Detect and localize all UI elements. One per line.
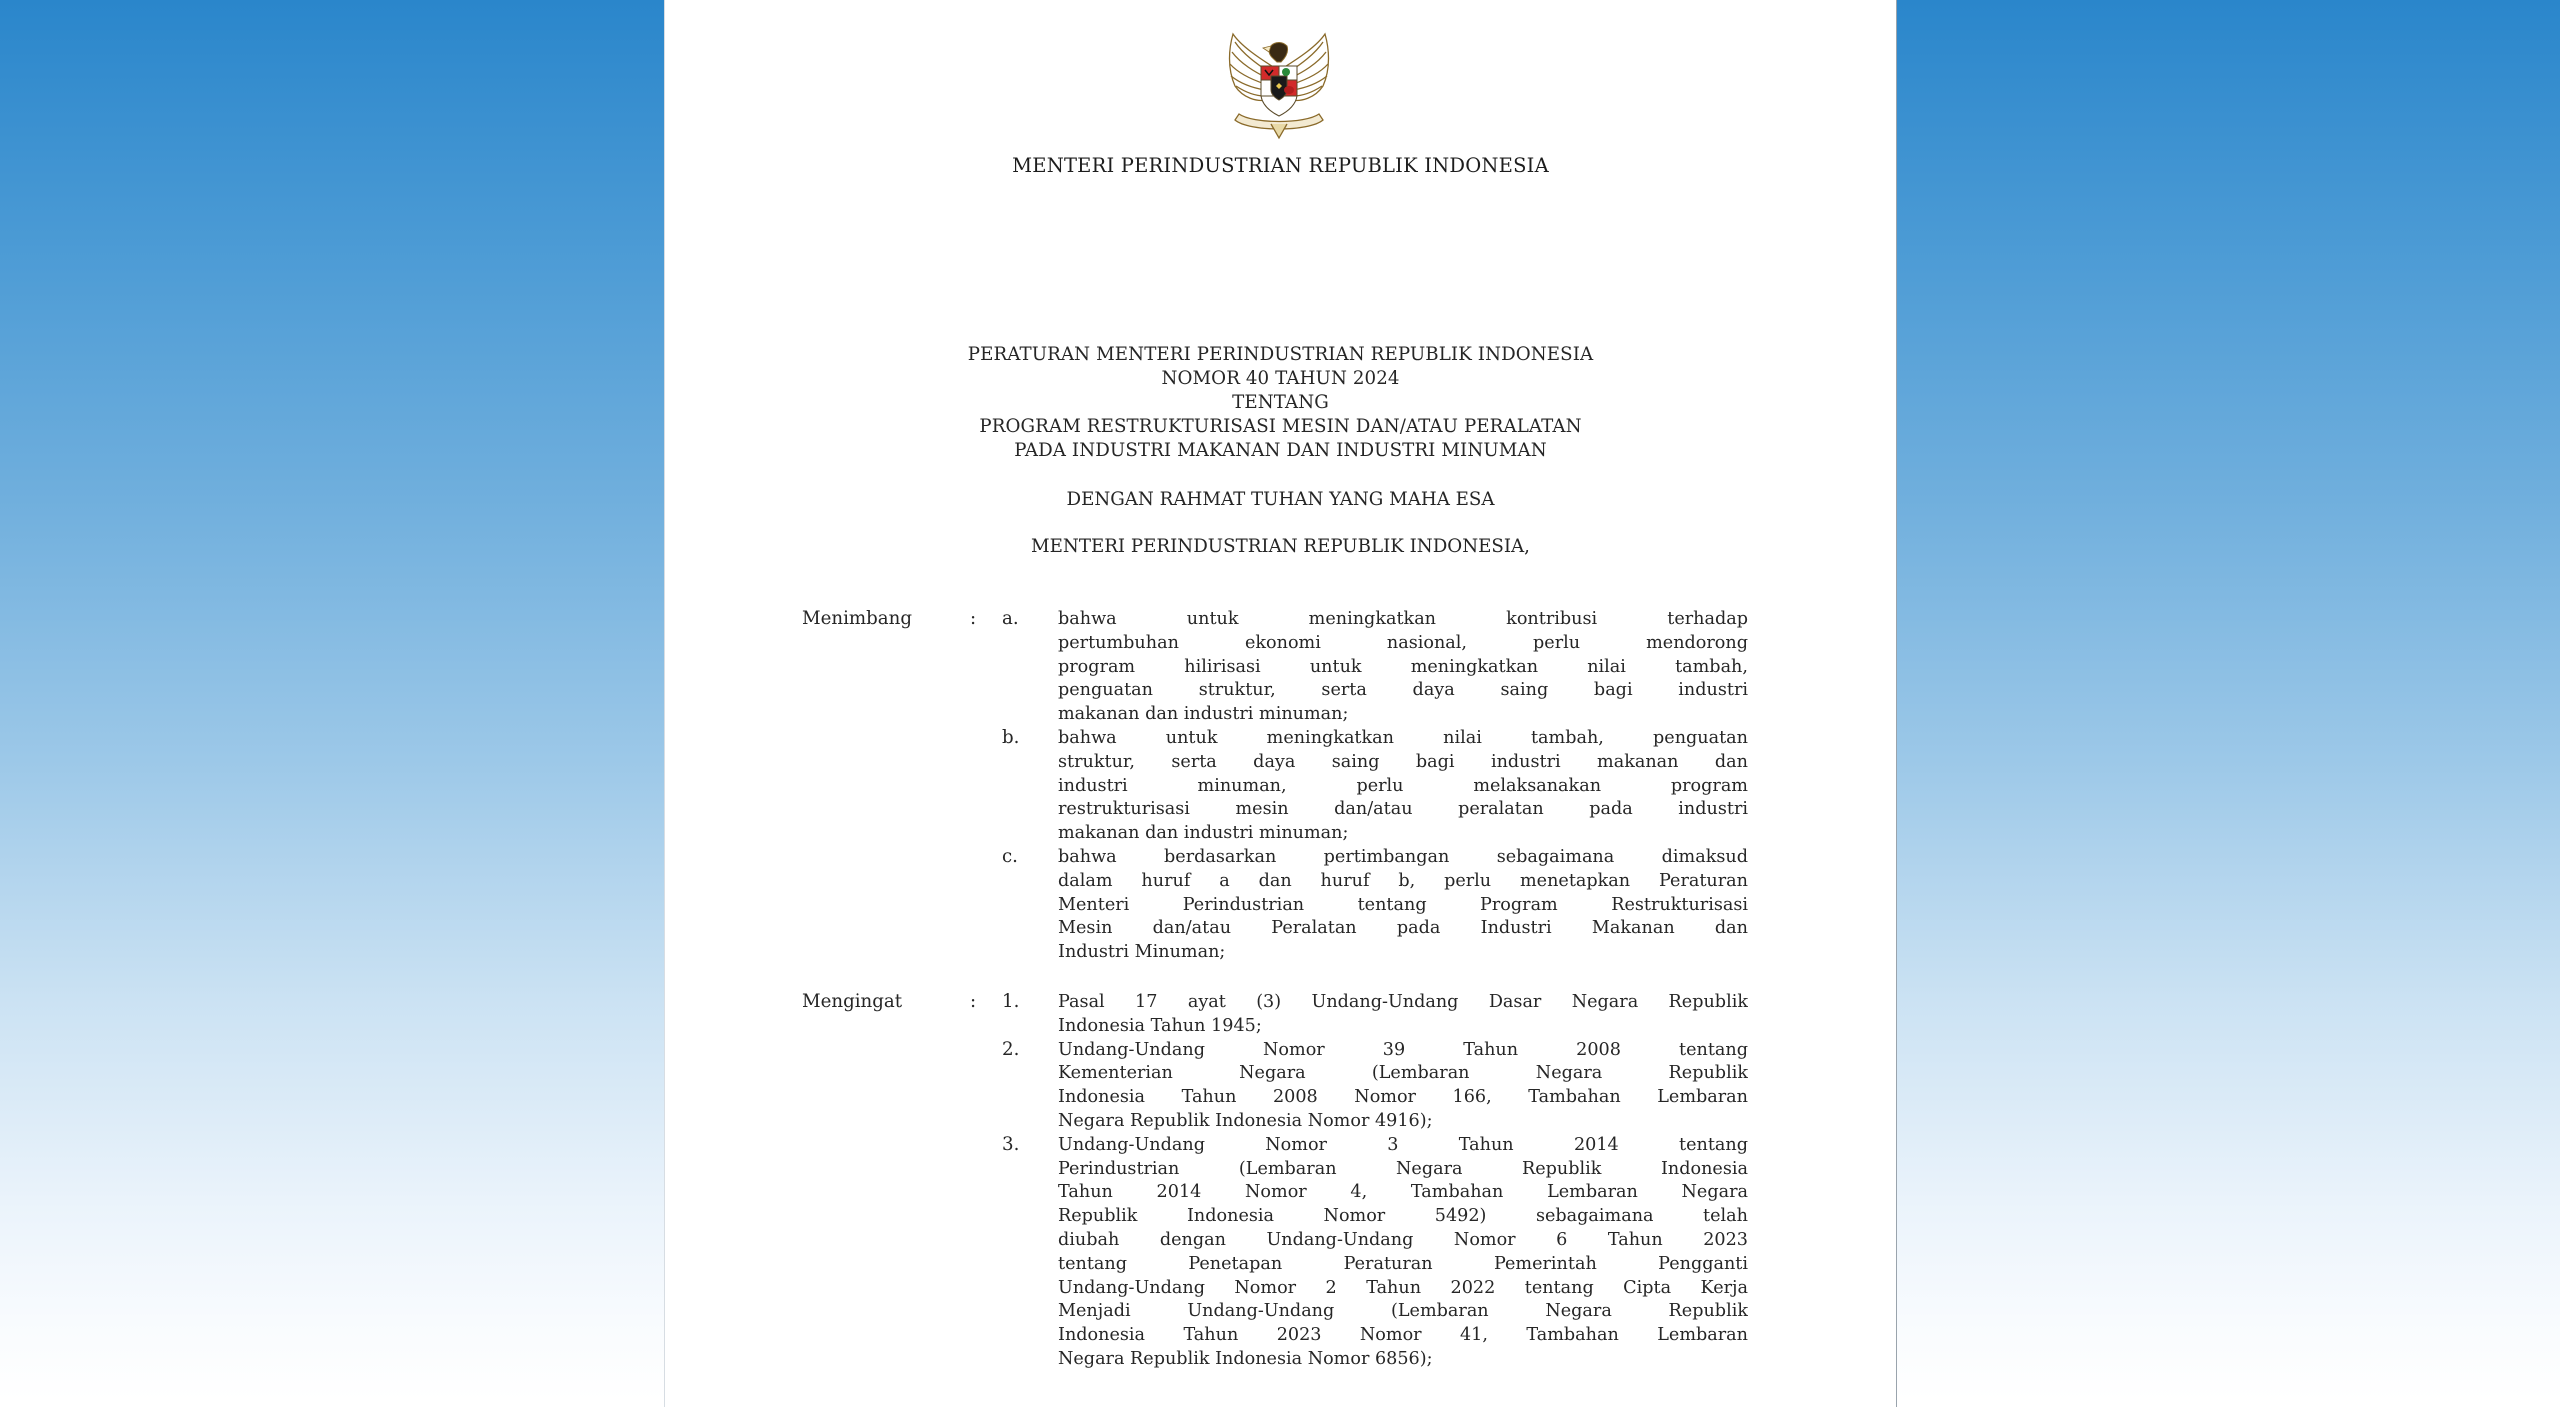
menimbang-item-marker: a. [1002, 608, 1019, 629]
regulation-title-line: PERATURAN MENTERI PERINDUSTRIAN REPUBLIK INDONESIA [967, 344, 1594, 365]
mengingat-label: Mengingat [802, 991, 903, 1012]
mengingat-item-text-line: Negara Republik Indonesia Nomor 4916); [1058, 1111, 1433, 1131]
mengingat-item-text-line: Indonesia Tahun 2023 Nomor 41, Tambahan Lembaran [1058, 1325, 1748, 1346]
mengingat-item-text-line: Undang-Undang Nomor 3 Tahun 2014 tentang [1058, 1134, 1748, 1155]
mengingat-item-marker: 2. [1002, 1038, 1020, 1060]
menimbang-item-text-line: bahwa untuk meningkatkan kontribusi terhadap [1058, 609, 1748, 629]
menimbang-item-marker: b. [1002, 727, 1020, 748]
mengingat-item-text-line: Tahun 2014 Nomor 4, Tambahan Lembaran Negara [1058, 1182, 1748, 1203]
issuer-line: MENTERI PERINDUSTRIAN REPUBLIK INDONESIA, [1031, 536, 1530, 557]
mengingat-item-text-line: diubah dengan Undang-Undang Nomor 6 Tahun 2023 [1058, 1230, 1748, 1250]
mengingat-item-text-line: Menjadi Undang-Undang (Lembaran Negara Republik [1058, 1301, 1748, 1322]
menimbang-item-text-line: Industri Minuman; [1058, 942, 1226, 963]
mengingat-item-marker: 3. [1002, 1133, 1020, 1155]
garuda-pancasila-emblem-icon [1219, 28, 1339, 142]
menimbang-item-text-line: penguatan struktur, serta daya saing bagi industri [1058, 680, 1748, 701]
menimbang-item-text-line: program hilirisasi untuk meningkatkan nilai tambah, [1058, 656, 1748, 677]
mengingat-item-text-line: Indonesia Tahun 2008 Nomor 166, Tambahan Lembaran [1058, 1087, 1748, 1108]
regulation-tentang: TENTANG [1232, 392, 1329, 413]
letterhead-title: MENTERI PERINDUSTRIAN REPUBLIK INDONESIA [1012, 154, 1549, 177]
mengingat-colon: : [970, 991, 977, 1012]
mengingat-item-text-line: Indonesia Tahun 1945; [1058, 1015, 1262, 1036]
mengingat-item-text-line: Undang-Undang Nomor 39 Tahun 2008 tentang [1058, 1039, 1748, 1060]
mengingat-item-text-line: Negara Republik Indonesia Nomor 6856); [1058, 1349, 1433, 1369]
regulation-subject-line: PROGRAM RESTRUKTURISASI MESIN DAN/ATAU PERALATAN [979, 416, 1582, 437]
menimbang-item-text-line: restrukturisasi mesin dan/atau peralatan pada industri [1058, 799, 1748, 820]
menimbang-item-text-line: Mesin dan/atau Peralatan pada Industri Makanan dan [1058, 918, 1748, 939]
menimbang-item-text-line: makanan dan industri minuman; [1058, 823, 1349, 844]
mengingat-item-text-line: Republik Indonesia Nomor 5492) sebagaimana telah [1058, 1206, 1748, 1227]
mengingat-item-text-line: Kementerian Negara (Lembaran Negara Republik [1058, 1063, 1748, 1084]
mengingat-item-text-line: Perindustrian (Lembaran Negara Republik Indonesia [1058, 1158, 1748, 1179]
blessing-line: DENGAN RAHMAT TUHAN YANG MAHA ESA [1066, 489, 1495, 510]
menimbang-colon: : [970, 608, 977, 629]
menimbang-item-marker: c. [1002, 846, 1018, 867]
menimbang-item-text-line: makanan dan industri minuman; [1058, 704, 1349, 725]
mengingat-item-text-line: Pasal 17 ayat (3) Undang-Undang Dasar Negara Republik [1058, 992, 1748, 1012]
regulation-subject-line: PADA INDUSTRI MAKANAN DAN INDUSTRI MINUMAN [1014, 440, 1547, 461]
mengingat-item-text-line: tentang Penetapan Peraturan Pemerintah Pengganti [1058, 1253, 1748, 1274]
menimbang-item-text-line: industri minuman, perlu melaksanakan program [1058, 775, 1748, 796]
mengingat-item-marker: 1. [1002, 991, 1020, 1012]
menimbang-item-text-line: bahwa berdasarkan pertimbangan sebagaimana dimaksud [1058, 847, 1748, 867]
menimbang-item-text-line: dalam huruf a dan huruf b, perlu menetapkan Peraturan [1058, 870, 1748, 891]
menimbang-item-text-line: pertumbuhan ekonomi nasional, perlu mendorong [1058, 632, 1748, 653]
menimbang-item-text-line: struktur, serta daya saing bagi industri makanan dan [1058, 751, 1748, 772]
menimbang-item-text-line: Menteri Perindustrian tentang Program Restrukturisasi [1058, 894, 1748, 915]
mengingat-item-text-line: Undang-Undang Nomor 2 Tahun 2022 tentang Cipta Kerja [1058, 1277, 1748, 1298]
regulation-number: NOMOR 40 TAHUN 2024 [1161, 368, 1400, 389]
menimbang-label: Menimbang [802, 608, 913, 629]
menimbang-item-text-line: bahwa untuk meningkatkan nilai tambah, penguatan [1058, 728, 1748, 748]
